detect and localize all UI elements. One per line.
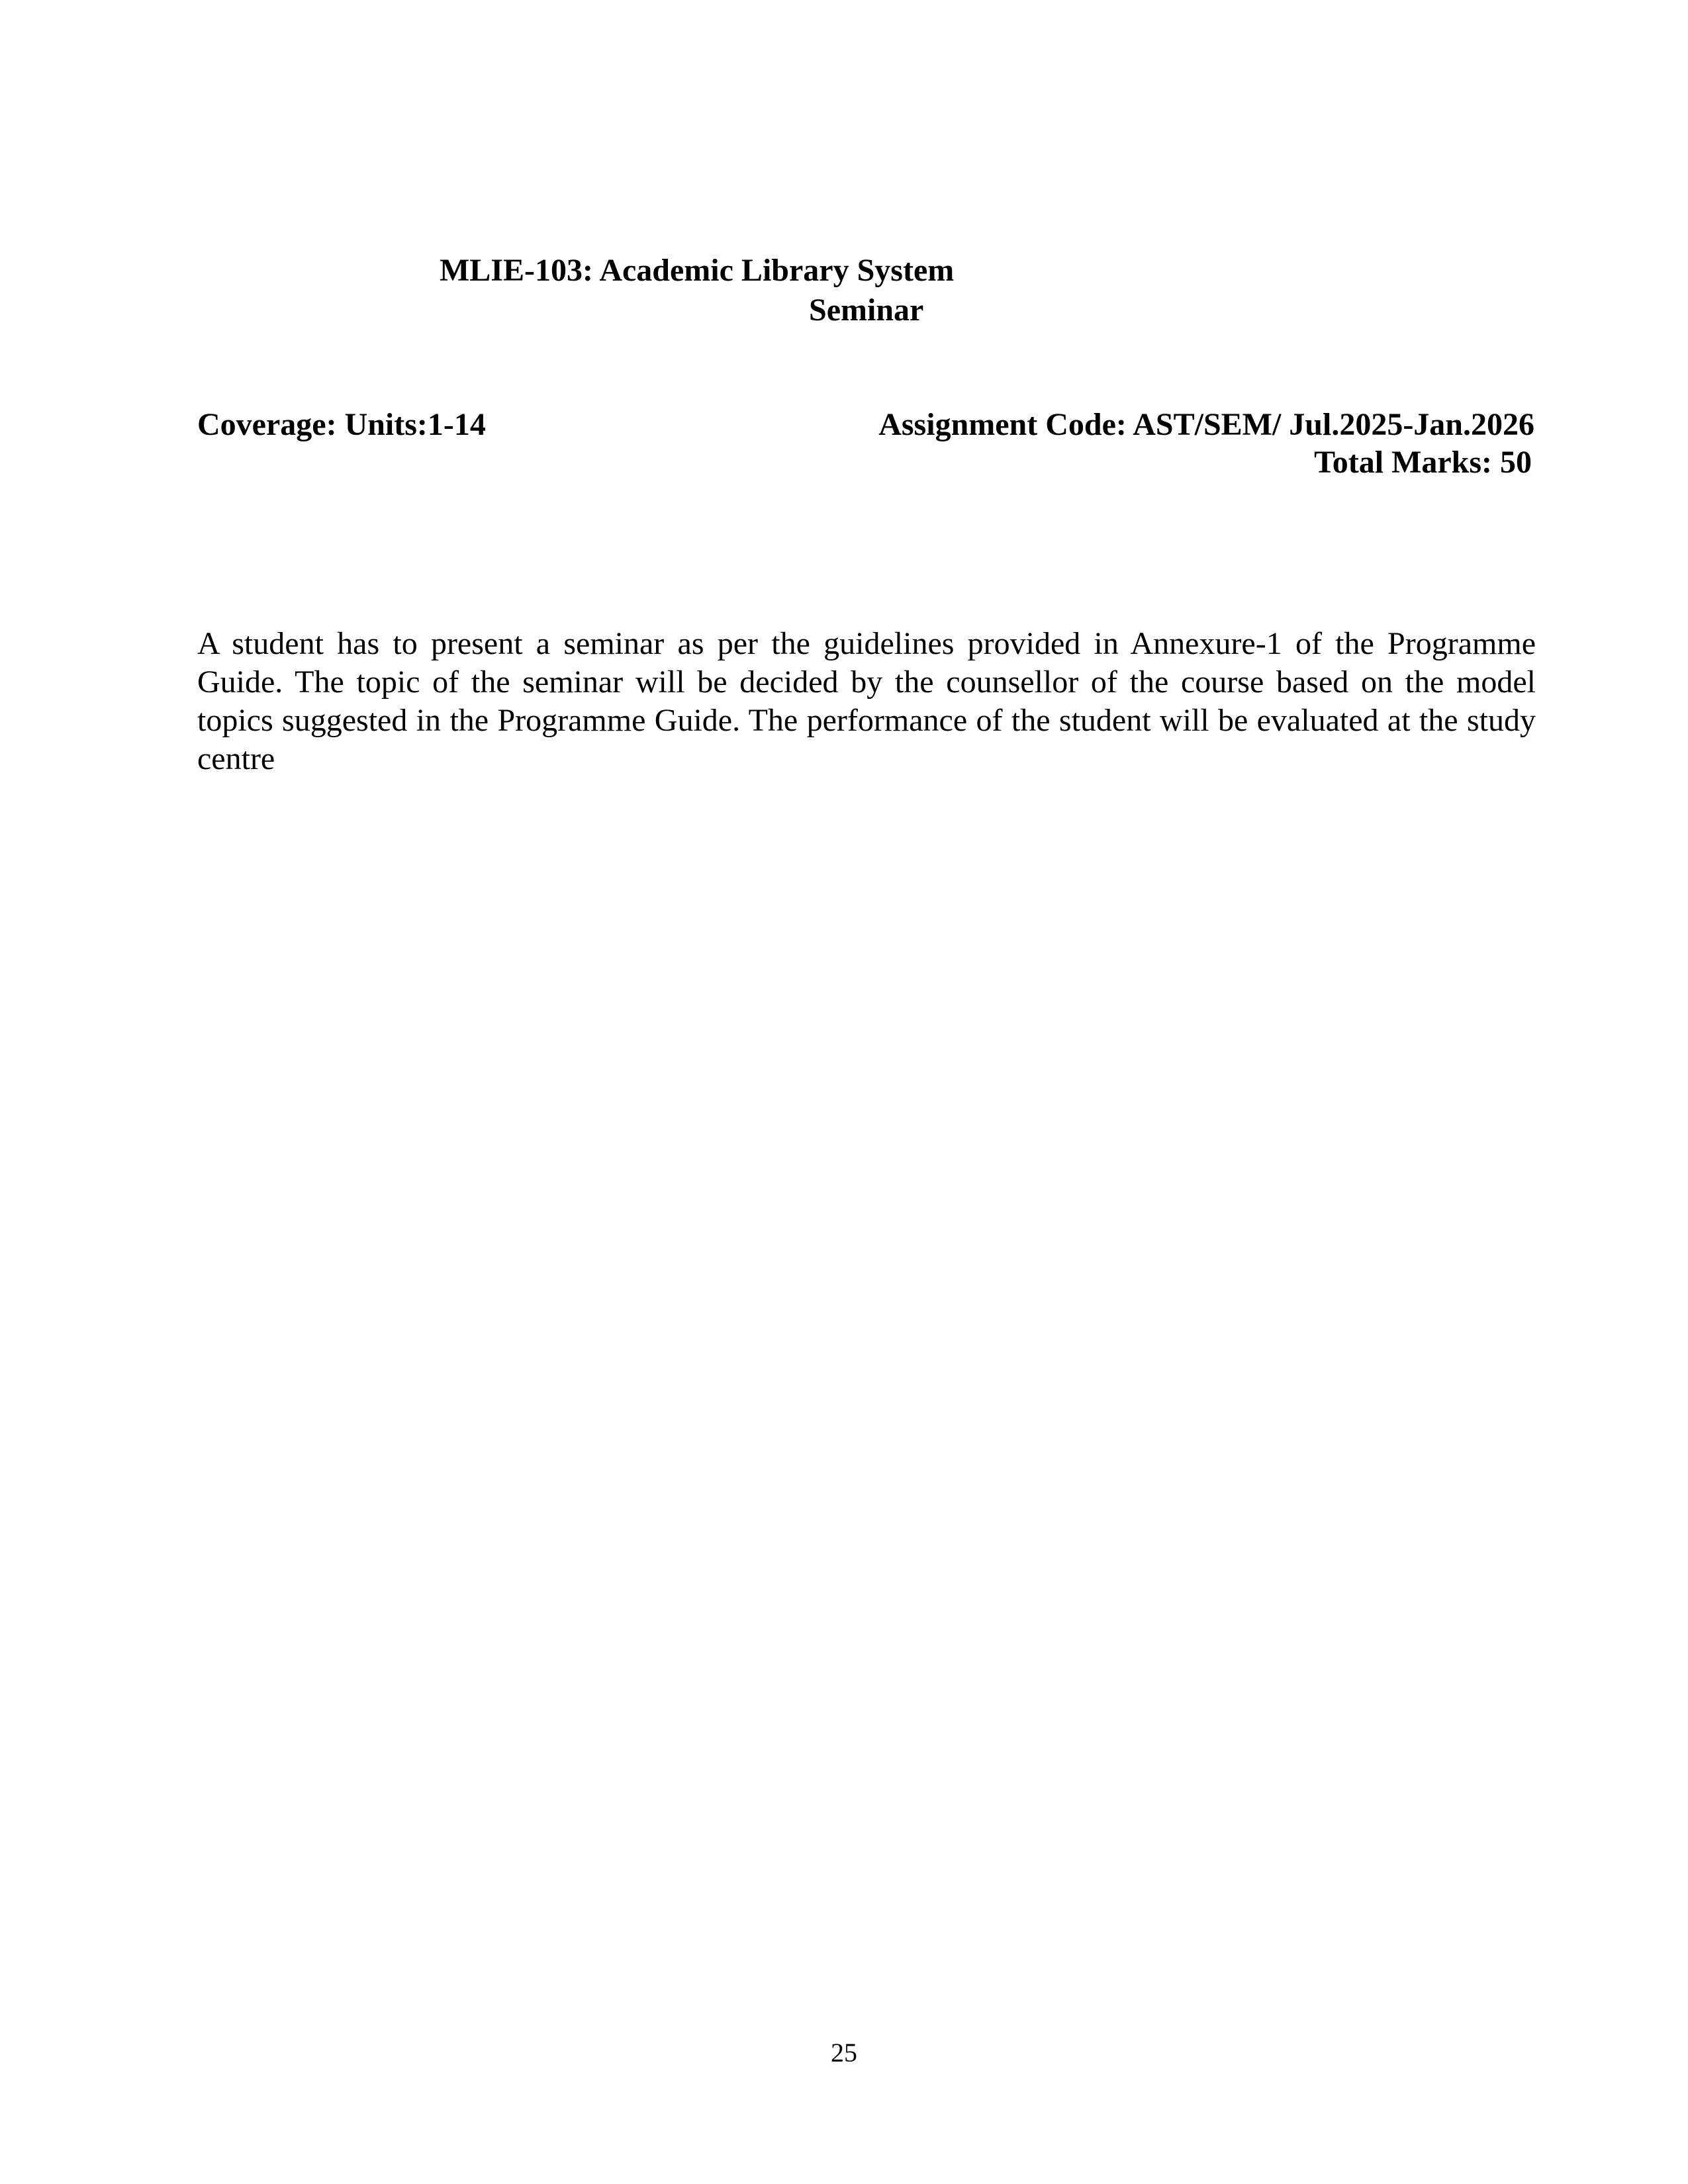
coverage-label: Coverage: Units:1-14: [197, 407, 486, 442]
body-paragraph: A student has to present a seminar as per the guidelines provided in Annexure-1 of the Programme Guide. The topic of the seminar will be decided by the counsellor of the course based on the model topics suggested in the Programme Guide. The performance of the student will be evaluated at the study centre: [197, 626, 1536, 776]
document-subtitle: Seminar: [809, 293, 924, 328]
assignment-code-label: Assignment Code: AST/SEM/ Jul.2025-Jan.2026: [878, 407, 1534, 442]
total-marks-label: Total Marks: 50: [1314, 445, 1532, 480]
course-title: MLIE-103: Academic Library System: [440, 253, 955, 288]
page-number: 25: [831, 2038, 857, 2068]
